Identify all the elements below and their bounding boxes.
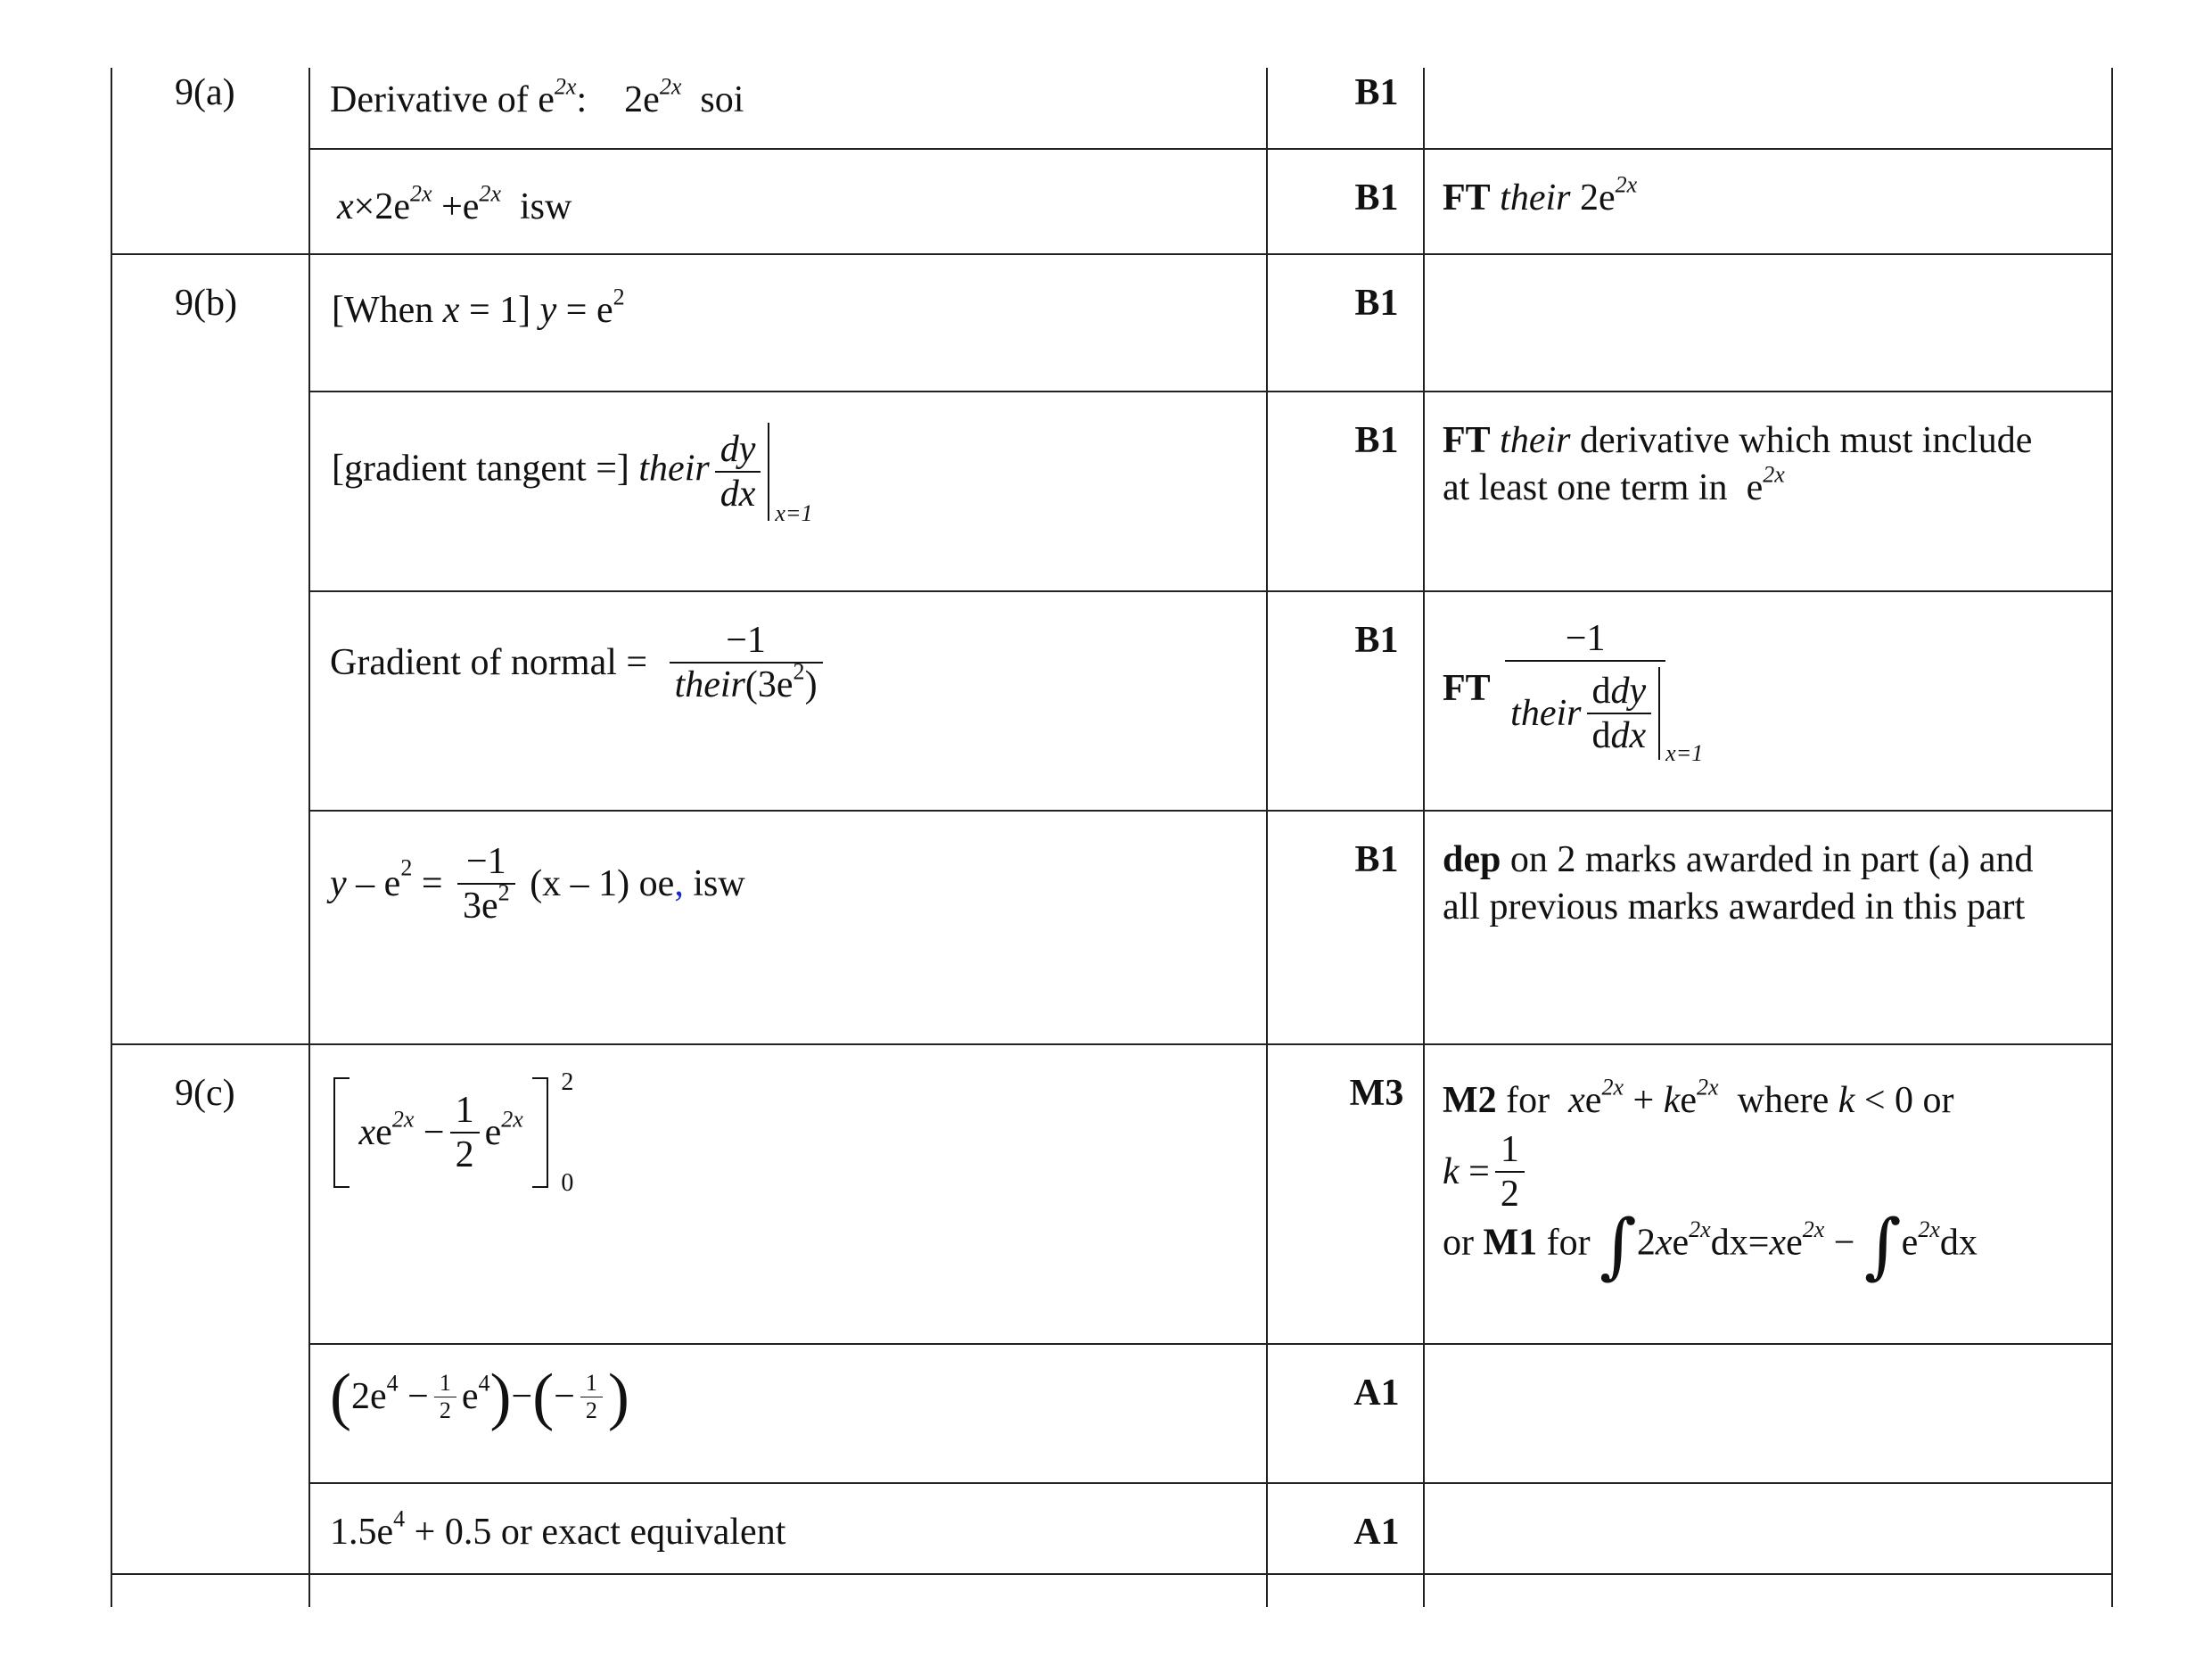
guidance-text: dy [1610,671,1647,712]
fraction-numerator: 1 [434,1370,456,1397]
half-fraction [1495,1128,1525,1216]
answer-text: + [441,186,463,227]
answer-text: − [407,1376,429,1418]
answer-exponent: 4 [393,1505,406,1532]
mark-value: A1 [1353,1373,1400,1414]
answer-text: [When [332,290,443,331]
answer-cell [337,180,572,231]
answer-cell [332,284,625,334]
guidance-text: x [1655,1222,1673,1264]
mark-value: A1 [1353,1512,1400,1553]
guidance-exponent: 2x [1601,1074,1624,1101]
guidance-text: e [1584,1080,1602,1121]
answer-exponent: 2 [613,284,625,310]
guidance-text: their [1500,420,1571,461]
answer-exponent: 2 [497,879,510,906]
lower-limit: 0 [561,1169,574,1197]
guidance-text: e [1680,1080,1698,1121]
half-fraction [434,1370,456,1424]
guidance-text: FT [1443,420,1491,461]
guidance-text: their [1500,177,1571,218]
guidance-text: or [1443,1222,1474,1264]
left-paren: ( [330,1360,351,1432]
fraction-denominator: 2 [1500,1173,1519,1215]
guidance-text: 2 [1636,1222,1656,1264]
answer-cell [330,840,745,928]
answer-text: their [638,448,710,490]
evaluation-bar [768,423,813,526]
fraction-denominator: 2 [585,1397,597,1423]
normal-gradient-fraction [670,619,823,707]
fraction-numerator: −1 [670,619,823,664]
answer-cell [332,423,813,526]
mark-value: B1 [1354,839,1399,880]
answer-exponent: 2 [793,658,805,685]
guidance-text: k [1443,1150,1460,1192]
answer-text: − [423,1111,445,1153]
fraction-numerator: 1 [580,1370,603,1397]
guidance-text: + [1632,1080,1655,1121]
fraction-denominator [1505,662,1704,767]
answer-text: e [484,1111,502,1153]
ft-fraction [1505,617,1704,767]
answer-text: e [461,1376,479,1418]
answer-cell [330,73,744,124]
guidance-text: dx [1610,715,1647,757]
answer-exponent: 2x [410,180,432,207]
answer-exponent: 2x [501,1106,523,1133]
guidance-exponent: 2x [1918,1216,1940,1243]
fraction-denominator: ddx [1591,715,1647,757]
guidance-text: − [1833,1222,1855,1264]
answer-text: their [674,664,745,706]
guidance-line [1443,1128,2102,1216]
guidance-text: FT [1443,177,1491,218]
guidance-text: < 0 or [1863,1080,1954,1121]
answer-text: (x – 1) oe [530,863,675,905]
guidance-text: e [1672,1222,1690,1264]
answer-text: – e [346,863,401,905]
fraction-numerator: ddy [1587,670,1652,714]
fraction-denominator: dx [720,474,756,515]
guidance-cell [1443,837,2102,931]
guidance-text: their [1510,693,1582,735]
guidance-text: x [1769,1222,1787,1264]
half-fraction [580,1370,603,1424]
answer-text: = [412,863,443,905]
answer-text: y [330,863,347,905]
guidance-text: all previous marks awarded in this part [1443,886,2026,927]
fraction-denominator: 2 [455,1134,474,1175]
guidance-text: dep [1443,839,1501,880]
fraction-numerator: −1 [1505,617,1665,662]
guidance-text: M2 [1443,1080,1497,1121]
guidance-text: k [1663,1080,1681,1121]
answer-text: ) [804,664,818,706]
answer-text: isw [520,186,572,227]
upper-limit: 2 [561,1068,574,1096]
guidance-text: dx [1710,1222,1748,1264]
row-divider [111,1573,2113,1575]
guidance-text: 2e [1580,177,1616,218]
guidance-text: at least one term in [1443,466,1728,508]
answer-text: isw [683,863,745,905]
table-divider-answer [1266,68,1268,1607]
table-divider-question [308,68,310,1607]
row-divider [308,1343,2113,1345]
right-square-bracket [532,1068,574,1197]
answer-exponent: 2x [659,73,682,100]
answer-text: 2e [350,1376,387,1418]
mark-value: B1 [1354,420,1399,461]
guidance-exponent: 2x [1615,171,1638,198]
derivative-fraction [715,428,761,516]
guidance-exponent: 2x [1697,1074,1719,1101]
guidance-cell [1443,1074,2102,1288]
guidance-cell [1443,617,1704,767]
right-paren: ) [607,1360,629,1432]
question-number: 9(b) [175,283,237,324]
answer-exponent: 2x [391,1106,415,1133]
guidance-exponent: 2x [1802,1216,1825,1243]
guidance-text: e [1901,1222,1919,1264]
left-paren: ( [532,1360,555,1432]
answer-cell [330,619,828,707]
guidance-text: for [1546,1222,1591,1264]
guidance-text: where [1737,1080,1830,1121]
mark-value: B1 [1354,620,1399,661]
guidance-text: for [1506,1080,1550,1121]
answer-text: e [538,79,555,120]
guidance-text: derivative which must include [1580,420,2033,461]
answer-text: (3e [744,664,794,706]
half-fraction [450,1089,480,1177]
answer-text: y [539,290,557,331]
guidance-text: dx [1939,1222,1978,1264]
left-square-bracket [333,1077,349,1188]
answer-text: 1.5e [330,1512,394,1553]
question-number: 9(c) [175,1073,235,1114]
table-border-left [111,68,112,1607]
integral-sign: ∫ [1599,1204,1637,1288]
answer-text: x [358,1111,376,1153]
fraction-denominator [457,879,515,927]
answer-exponent: 2 [400,854,413,881]
answer-cell [330,1505,786,1556]
answer-text: e [462,186,480,227]
answer-text: , [674,863,684,905]
answer-text: − [554,1376,575,1418]
guidance-line [1443,1074,2102,1125]
answer-text: = e [556,290,613,331]
mark-value: B1 [1354,72,1399,113]
table-border-right [2111,68,2113,1607]
answer-text: − [511,1376,533,1418]
guidance-text: e [1746,466,1764,508]
slope-fraction [457,840,515,928]
integral-sign: ∫ [1863,1204,1902,1288]
answer-text: soi [700,79,744,120]
answer-text: x [442,290,460,331]
answer-text: Derivative of [330,79,539,120]
answer-exponent: 4 [478,1370,490,1397]
guidance-text: k [1838,1080,1855,1121]
fraction-numerator: dy [715,428,761,473]
answer-cell [333,1068,574,1197]
question-number: 9(a) [175,72,235,113]
row-divider [308,1482,2113,1484]
guidance-exponent: 2x [1763,460,1785,487]
guidance-text: FT [1443,667,1491,709]
evaluation-limit: x=1 [775,499,813,526]
row-divider [111,253,2113,255]
guidance-text: e [1786,1222,1803,1264]
fraction-denominator: 2 [439,1397,451,1423]
mark-value: M3 [1349,1073,1404,1114]
answer-text: + 0.5 or exact equivalent [405,1512,786,1553]
fraction-denominator [670,658,823,706]
answer-exponent: 2x [554,73,577,100]
answer-text: × [353,186,375,227]
answer-text: 2e [374,186,410,227]
derivative-fraction [1587,670,1652,758]
row-divider [308,148,2113,150]
mark-value: B1 [1354,283,1399,324]
row-divider [308,590,2113,592]
fraction-numerator: 1 [1495,1128,1525,1173]
row-divider [308,391,2113,392]
answer-text: : [576,79,588,120]
guidance-text: on 2 marks awarded in part (a) and [1509,839,2034,880]
answer-exponent: 2x [479,180,501,207]
answer-text: 2e [624,79,660,120]
answer-text: x [337,186,354,227]
guidance-text: M1 [1483,1222,1538,1264]
mark-value: B1 [1354,177,1399,218]
answer-text: = 1] [459,290,540,331]
guidance-cell [1443,417,2102,511]
evaluation-limit: x=1 [1665,740,1704,767]
row-divider [308,810,2113,812]
guidance-text: = [1468,1150,1490,1192]
row-divider [111,1043,2113,1045]
guidance-text: = [1747,1222,1770,1264]
answer-cell [330,1360,629,1432]
evaluation-bar [1658,667,1704,767]
answer-exponent: 4 [386,1370,399,1397]
right-paren: ) [489,1360,512,1432]
answer-text: 3e [463,886,498,927]
guidance-cell [1443,171,1638,222]
answer-text: [gradient tangent =] [332,448,629,490]
fraction-numerator: 1 [450,1089,480,1134]
guidance-line [1443,1204,2102,1288]
answer-text: e [375,1111,392,1153]
fraction-numerator: −1 [457,840,515,885]
guidance-text: x [1568,1080,1585,1121]
guidance-exponent: 2x [1689,1216,1711,1243]
answer-text: Gradient of normal = [330,642,648,684]
